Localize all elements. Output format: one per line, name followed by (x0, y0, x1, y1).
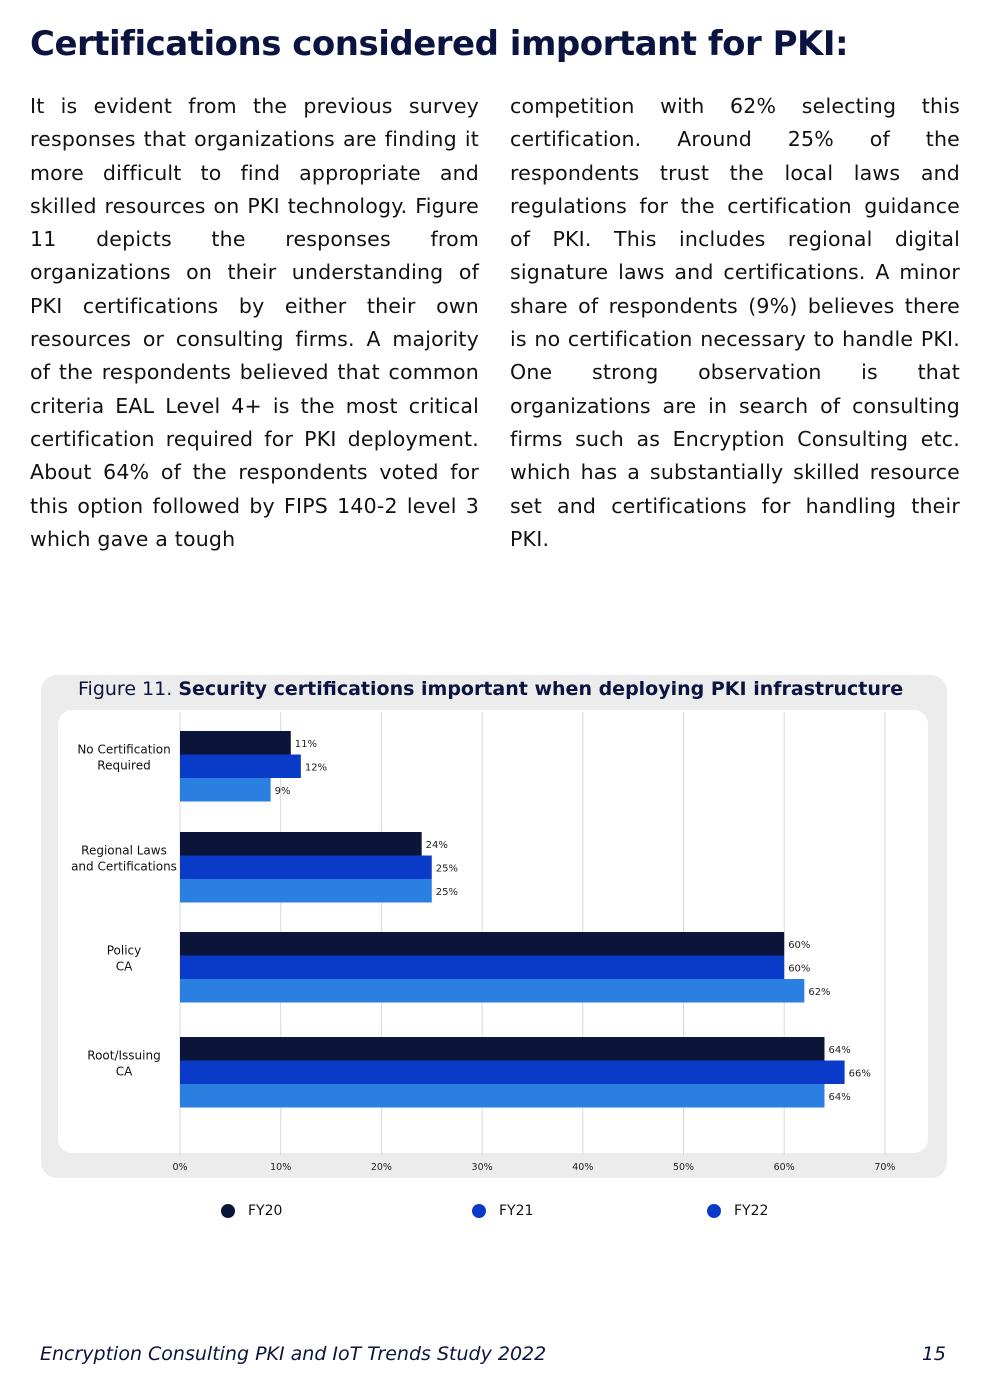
category-label-policy-ca-2: CA (115, 959, 133, 974)
bar-policy-ca-fy22 (180, 979, 804, 1003)
figure-title: Security certifications important when deploying PKI infrastructure (178, 678, 904, 700)
legend-label-fy22: FY22 (734, 1203, 769, 1219)
legend-item-fy22 (707, 1203, 768, 1219)
body-paragraph-left: It is evident from the previous survey responses that organizations are finding it more difficult to find appropriate and skilled resources on PKI technology. Figure 11 depicts the responses from organizations on their understanding of PKI certifications by either their own resources or consulting firms. A majority of the respondents believed that common criteria EAL Level 4+ is the most critical certification required for PKI deployment. About 64% of the respondents voted for this option followed by FIPS 140-2 level 3 which gave a tough (30, 94, 479, 551)
figure-label: Figure 11. (78, 678, 179, 700)
data-label-no-certification-required-fy21: 12% (304, 762, 328, 774)
category-label-regional-laws-and-certifications-1: Regional Laws (81, 843, 167, 858)
data-label-policy-ca-fy20: 60% (788, 939, 811, 951)
data-label-no-certification-required-fy20: 11% (294, 738, 318, 750)
x-tick-label-50: 50% (672, 1162, 695, 1173)
data-label-root-issuing-ca-fy20: 64% (828, 1044, 851, 1056)
x-tick-label-0: 0% (172, 1162, 188, 1173)
x-tick-label-10: 10% (270, 1162, 292, 1173)
bar-no-certification-required-fy21 (180, 755, 301, 779)
page-number: 15 (921, 1343, 946, 1365)
x-tick-label-60: 60% (773, 1162, 795, 1173)
x-tick-label-40: 40% (572, 1162, 594, 1173)
bar-root-issuing-ca-fy22 (180, 1084, 824, 1108)
category-label-regional-laws-and-certifications-2: and Certifications (71, 859, 177, 874)
x-tick-label-20: 20% (370, 1162, 392, 1173)
data-label-policy-ca-fy22: 62% (808, 986, 831, 998)
chart-x-ticks (172, 1162, 895, 1173)
bar-root-issuing-ca-fy21 (180, 1061, 845, 1085)
footer-study-title: Encryption Consulting PKI and IoT Trends Study 2022 (40, 1343, 547, 1365)
legend-item-fy21 (472, 1203, 533, 1219)
data-label-root-issuing-ca-fy22: 64% (828, 1091, 851, 1103)
body-paragraph-right: competition with 62% selecting this certification. Around 25% of the respondents trust the local laws and regulations for the certification guidance of PKI. This includes regional digital signature laws and certifications. A minor share of respondents (9%) believes there is no certification necessary to handle PKI. One strong observation is that organizations are in search of consulting firms such as Encryption Consulting etc. which has a substantially skilled resource set and certifications for handling their PKI. (510, 94, 960, 551)
bar-no-certification-required-fy20 (180, 731, 291, 755)
legend-label-fy20: FY20 (248, 1203, 283, 1219)
category-label-root-issuing-ca-1: Root/Issuing (87, 1048, 161, 1063)
category-label-no-certification-required-2: Required (97, 758, 151, 773)
bar-no-certification-required-fy22 (180, 778, 271, 802)
data-label-regional-laws-and-certifications-fy22: 25% (435, 886, 458, 898)
bar-root-issuing-ca-fy20 (180, 1037, 824, 1061)
data-label-root-issuing-ca-fy21: 66% (848, 1068, 871, 1080)
category-label-no-certification-required-1: No Certification (77, 742, 171, 757)
data-label-policy-ca-fy21: 60% (788, 963, 811, 975)
category-label-policy-ca-1: Policy (106, 943, 142, 958)
data-label-no-certification-required-fy22: 9% (274, 785, 291, 797)
bar-regional-laws-and-certifications-fy22 (180, 879, 432, 903)
data-label-regional-laws-and-certifications-fy21: 25% (435, 863, 458, 875)
bar-policy-ca-fy21 (180, 956, 784, 980)
bar-regional-laws-and-certifications-fy21 (180, 856, 432, 880)
x-tick-label-70: 70% (874, 1162, 896, 1173)
legend-swatch-fy21 (472, 1204, 486, 1218)
page-title: Certifications considered important for PKI: (30, 24, 849, 64)
legend-label-fy21: FY21 (499, 1203, 534, 1219)
legend-swatch-fy22 (707, 1204, 721, 1218)
legend-item-fy20 (221, 1203, 282, 1219)
data-label-regional-laws-and-certifications-fy20: 24% (425, 839, 448, 851)
bar-policy-ca-fy20 (180, 932, 784, 956)
category-label-root-issuing-ca-2: CA (115, 1064, 133, 1079)
x-tick-label-30: 30% (471, 1162, 493, 1173)
legend-swatch-fy20 (221, 1204, 235, 1218)
bar-regional-laws-and-certifications-fy20 (180, 832, 422, 856)
